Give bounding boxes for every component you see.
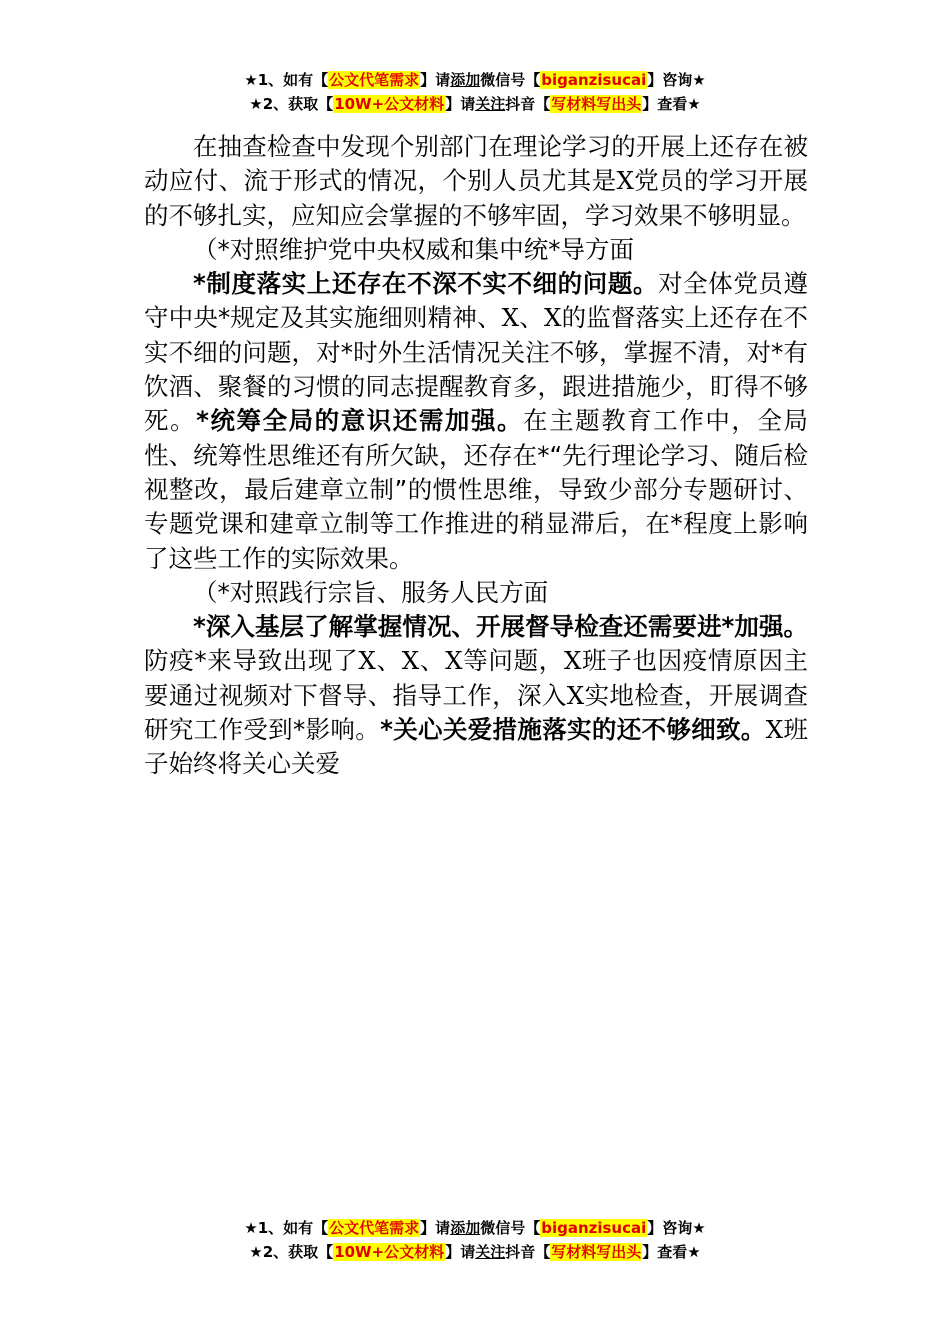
header-banner — [0, 68, 950, 116]
banner-line-1: ★1、如有【公文代笔需求】请添加微信号【biganzisucai】咨询★ — [244, 71, 706, 89]
banner-line-1: ★1、如有【公文代笔需求】请添加微信号【biganzisucai】咨询★ — [244, 1219, 706, 1237]
paragraph-1: 在抽查检查中发现个别部门在理论学习的开展上还存在被动应付、流于形式的情况，个别人员尤其是X党员的学习开展的不够扎实，应知应会掌握的不够牢固，学习效果不够明显。 — [144, 132, 809, 230]
paragraph-3: *深入基层了解掌握情况、开展督导检查还需要进*加强。防疫*来导致出现了X、X、X等问题，X班子也因疫情原因主要通过视频对下督导、指导工作，深入X实地检查，开展调查研究工作受到*影响。*关心关爱措施落实的还不够细致。X班子始终将关心关爱 — [144, 612, 809, 779]
highlight-materials: 10W+公文材料 — [334, 1243, 445, 1261]
section-heading-3: （*对照践行宗旨、服务人民方面 — [193, 577, 549, 607]
highlight-wechat-id: biganzisucai — [541, 71, 647, 89]
highlight-douyin-account: 写材料写出头 — [551, 1243, 642, 1261]
highlight-materials: 10W+公文材料 — [334, 95, 445, 113]
document-body — [144, 130, 808, 782]
highlight-writing-service: 公文代笔需求 — [329, 71, 420, 89]
banner-line-2: ★2、获取【10W+公文材料】请关注抖音【写材料写出头】查看★ — [249, 1243, 701, 1261]
banner-line-2: ★2、获取【10W+公文材料】请关注抖音【写材料写出头】查看★ — [249, 95, 701, 113]
footer-banner — [0, 1216, 950, 1264]
highlight-wechat-id: biganzisucai — [541, 1219, 647, 1237]
section-heading-2: （*对照维护党中央权威和集中统*导方面 — [193, 234, 634, 264]
highlight-writing-service: 公文代笔需求 — [329, 1219, 420, 1237]
highlight-douyin-account: 写材料写出头 — [551, 95, 642, 113]
paragraph-2: *制度落实上还存在不深不实不细的问题。对全体党员遵守中央*规定及其实施细则精神、X、X的监督落实上还存在不实不细的问题，对*时外生活情况关注不够，掌握不清，对*有饮酒、聚餐的习惯的同志提醒教育多，跟进措施少，盯得不够死。*统筹全局的意识还需加强。在主题教育工作中，全局性、统筹性思维还有所欠缺，还存在*“先行理论学习、随后检视整改，最后建章立制”的惯性思维，导致少部分专题研讨、专题党课和建章立制等工作推进的稍显滞后，在*程度上影响了这些工作的实际效果。 — [144, 269, 809, 573]
